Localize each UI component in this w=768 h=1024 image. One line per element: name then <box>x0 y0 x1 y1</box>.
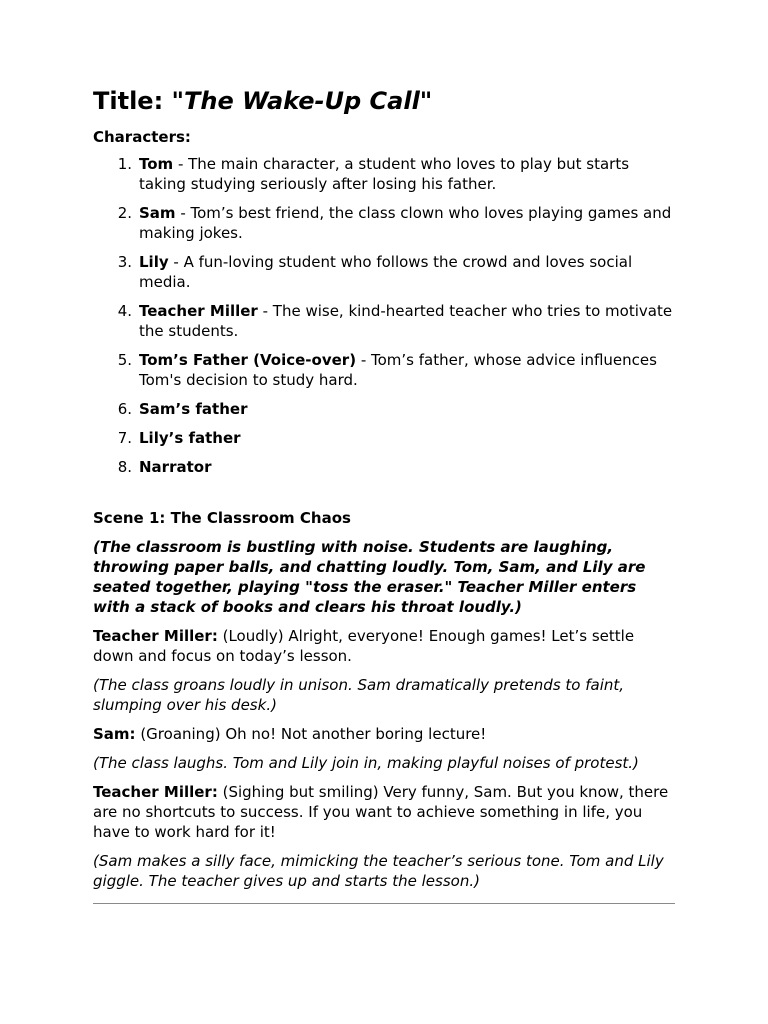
list-number: 2. <box>117 204 132 222</box>
dialogue-line <box>93 782 678 842</box>
speaker-name: Teacher Miller: <box>93 783 218 801</box>
character-item-tom <box>93 154 678 194</box>
list-number: 5. <box>117 351 132 369</box>
character-description: - Tom’s best friend, the class clown who loves playing games and making jokes. <box>139 204 672 242</box>
character-description: - A fun-loving student who follows the crowd and loves social media. <box>139 253 633 291</box>
character-name: Lily <box>139 253 169 271</box>
character-description: - The main character, a student who loves to play but starts taking studying seriously after losing his father. <box>139 155 630 193</box>
character-item-lily <box>93 252 678 292</box>
character-name: Narrator <box>139 458 212 476</box>
character-item-sam <box>93 203 678 243</box>
character-item-toms-father <box>93 350 678 390</box>
character-description: - Tom’s father, whose advice influences Tom's decision to study hard. <box>139 351 657 389</box>
character-item-teacher-miller <box>93 301 678 341</box>
stage-direction: (The class groans loudly in unison. Sam dramatically pretends to faint, slumping over his desk.) <box>93 676 625 714</box>
character-description: - The wise, kind-hearted teacher who tries to motivate the students. <box>139 302 673 340</box>
list-number: 8. <box>117 458 132 476</box>
list-number: 6. <box>117 400 132 418</box>
stage-direction: (The class laughs. Tom and Lily join in, making playful noises of protest.) <box>93 754 639 772</box>
character-name: Lily’s father <box>139 429 241 447</box>
play-title: The Wake-Up Call <box>184 87 420 115</box>
scene-heading: Scene 1: The Classroom Chaos <box>93 509 351 527</box>
document-title <box>93 84 678 118</box>
character-item-lilys-father <box>93 428 678 448</box>
dialogue-text: (Loudly) Alright, everyone! Enough games! Let’s settle down and focus on today’s lesson. <box>93 627 635 665</box>
stage-direction-opening: (The classroom is bustling with noise. Students are laughing, throwing paper balls, and chatting loudly. Tom, Sam, and Lily are seated together, playing "toss the eraser." Teacher Miller enters with a stack of books and clears his throat loudly.) <box>93 538 646 616</box>
speaker-name: Sam: <box>93 725 136 743</box>
characters-list <box>93 154 678 477</box>
list-number: 1. <box>117 155 132 173</box>
dialogue-text: (Groaning) Oh no! Not another boring lecture! <box>135 725 487 743</box>
list-number: 7. <box>117 429 132 447</box>
list-number: 4. <box>117 302 132 320</box>
title-suffix: " <box>419 87 433 115</box>
stage-direction: (Sam makes a silly face, mimicking the teacher’s serious tone. Tom and Lily giggle. The teacher gives up and starts the lesson.) <box>93 852 664 890</box>
character-name: Sam <box>139 204 176 222</box>
horizontal-rule <box>93 903 675 904</box>
title-prefix: Title: " <box>93 87 185 115</box>
character-name: Sam’s father <box>139 400 248 418</box>
characters-heading: Characters: <box>93 128 191 146</box>
document-page <box>93 84 678 904</box>
speaker-name: Teacher Miller: <box>93 627 218 645</box>
character-name: Teacher Miller <box>139 302 258 320</box>
list-number: 3. <box>117 253 132 271</box>
character-name: Tom’s Father (Voice-over) <box>139 351 357 369</box>
dialogue-text: (Sighing but smiling) Very funny, Sam. But you know, there are no shortcuts to success. If you want to achieve something in life, you have to work hard for it! <box>93 783 669 841</box>
dialogue-line <box>93 626 678 666</box>
character-item-narrator <box>93 457 678 477</box>
character-item-sams-father <box>93 399 678 419</box>
dialogue-line <box>93 724 678 744</box>
character-name: Tom <box>139 155 174 173</box>
